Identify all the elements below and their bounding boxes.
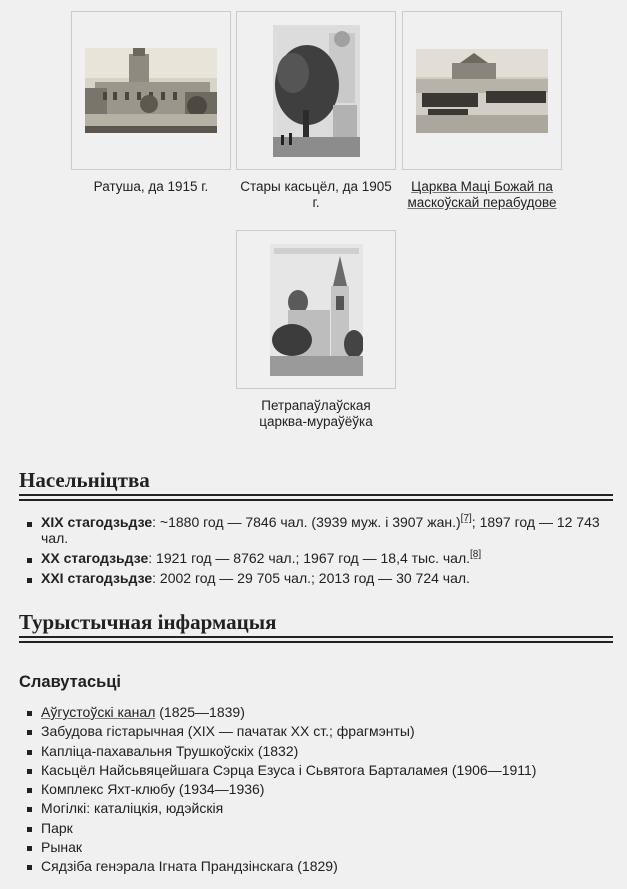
list-item: Забудова гістарычная (XIX — пачатак XX ст.; фрагмэнты): [27, 722, 617, 741]
gallery-frame: [236, 230, 396, 389]
list-item: Аўгустоўскі канал (1825—1839): [27, 703, 617, 722]
reference-link[interactable]: [8]: [470, 549, 482, 560]
list-item: Касьцёл Найсьвяцейшага Сэрца Езуса і Сьвятога Барталамея (1906—1911): [27, 761, 617, 780]
gallery-caption: Ратуша, да 1915 г.: [93, 179, 209, 194]
century-label: XIX стагодзьдзе: [41, 514, 153, 530]
section-heading-population: Насельніцтва: [19, 468, 150, 492]
old-church-photo[interactable]: [273, 25, 360, 157]
gallery-frame: [71, 11, 231, 170]
landmarks-list: [27, 703, 617, 877]
subheading-landmarks: Славутасьці: [19, 673, 121, 691]
gallery-item-town-hall: [71, 11, 231, 195]
list-item: XIX стагодзьдзе: ~1880 год — 7846 чал. (3939 муж. і 3907 жан.)[7]; 1897 год — 12 743 чал.: [27, 514, 617, 546]
gallery-item-mother-of-god-church: [402, 11, 562, 211]
gallery-frame: [236, 11, 396, 170]
heading-divider: [19, 636, 613, 638]
section-heading-tourism: Турыстычная інфармацыя: [19, 610, 277, 634]
heading-divider: [19, 499, 613, 501]
list-item: Капліца-пахавальня Трушкоўскіх (1832): [27, 742, 617, 761]
list-item: Комплекс Яхт-клюбу (1934—1936): [27, 780, 617, 799]
augustow-canal-link[interactable]: Аўгустоўскі канал: [41, 704, 156, 720]
gallery-caption: Стары касьцёл, да 1905 г.: [240, 179, 392, 210]
century-label: XX стагодзьдзе: [41, 550, 149, 566]
gallery-item-old-church: [236, 11, 396, 211]
town-hall-photo[interactable]: [85, 48, 217, 133]
list-item: Парк: [27, 819, 617, 838]
heading-divider: [19, 641, 613, 643]
population-list: [27, 514, 617, 590]
century-label: XXI стагодзьдзе: [41, 570, 153, 586]
list-item: Могілкі: каталіцкія, юдэйскія: [27, 799, 617, 818]
heading-divider: [19, 494, 613, 496]
list-item: XXI стагодзьдзе: 2002 год — 29 705 чал.; 2013 год — 30 724 чал.: [27, 570, 617, 586]
mother-of-god-church-photo[interactable]: [416, 49, 548, 133]
gallery-caption: [402, 179, 562, 211]
list-item: Сядзіба генэрала Ігната Прандзінскага (1829): [27, 857, 617, 876]
gallery-caption-link[interactable]: Царква Маці Божай па маскоўскай перабудове: [407, 179, 557, 210]
list-item: Рынак: [27, 838, 617, 857]
gallery-item-peter-paul-church: [236, 230, 396, 430]
peter-paul-church-photo[interactable]: [270, 244, 363, 376]
list-item: XX стагодзьдзе: 1921 год — 8762 чал.; 1967 год — 18,4 тыс. чал.[8]: [27, 550, 617, 566]
gallery-frame: [402, 11, 562, 170]
reference-link[interactable]: [7]: [460, 513, 472, 524]
gallery-caption: Петрапаўлаўская царква-мураўёўка: [259, 398, 373, 429]
